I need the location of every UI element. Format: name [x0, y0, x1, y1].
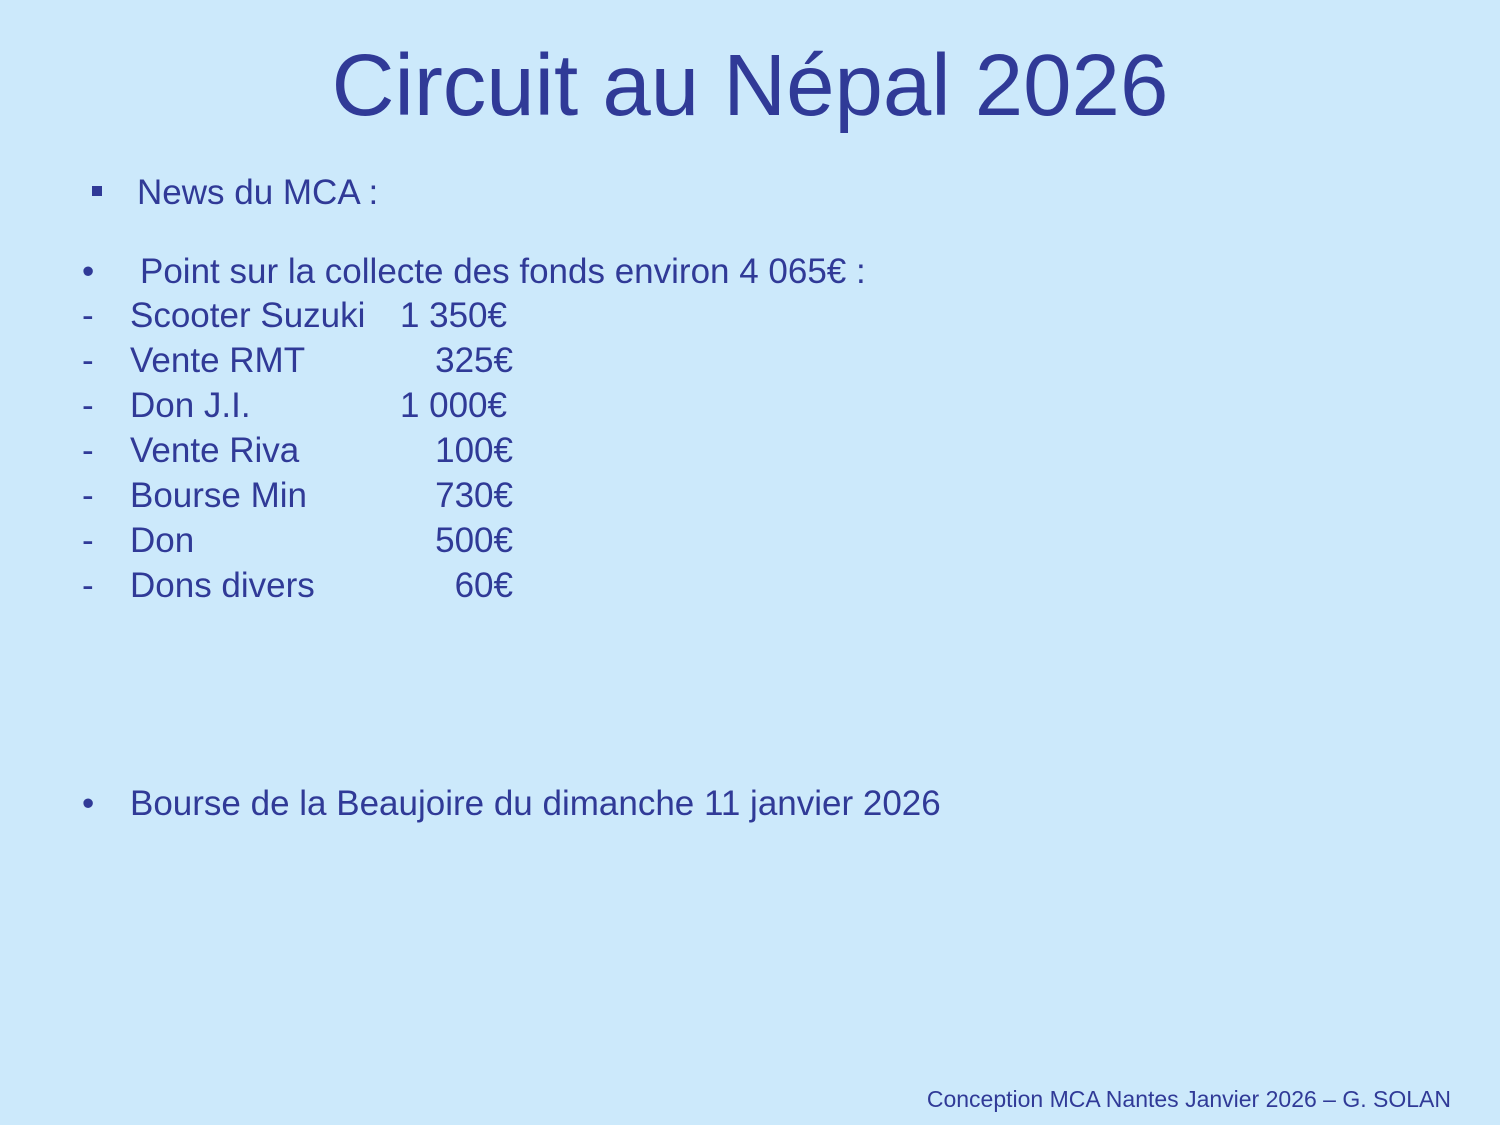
item-name: Scooter Suzuki [130, 296, 366, 335]
bourse-text: Bourse de la Beaujoire du dimanche 11 janvier 2026 [130, 784, 941, 823]
item-amount: 500€ [435, 521, 513, 560]
item-amount: 100€ [435, 431, 513, 470]
item-amount: 60€ [454, 566, 513, 605]
item-name: Bourse Min [130, 476, 308, 515]
dash-bullet: - [82, 296, 94, 335]
dash-bullet: - [82, 476, 94, 515]
news-label: News du MCA : [137, 173, 379, 212]
dash-bullet: - [82, 386, 94, 425]
list-item [82, 341, 522, 381]
item-name: Don [130, 521, 195, 560]
dash-bullet: - [82, 566, 94, 605]
item-name: Don J.I. [130, 386, 251, 425]
item-amount: 325€ [435, 341, 513, 380]
bullet-icon: • [82, 784, 95, 823]
list-item [82, 386, 522, 426]
list-item [82, 296, 522, 336]
item-amount: 730€ [435, 476, 513, 515]
item-amount: 1 350€ [399, 296, 507, 335]
footer-credit: Conception MCA Nantes Janvier 2026 – G. SOLAN [926, 1086, 1451, 1112]
list-item [82, 566, 522, 606]
item-amount: 1 000€ [399, 386, 507, 425]
square-bullet-icon [92, 186, 102, 196]
item-name: Dons divers [130, 566, 315, 605]
collect-text: Point sur la collecte des fonds environ 4 065€ : [140, 252, 866, 291]
list-item [82, 431, 522, 471]
dash-bullet: - [82, 521, 94, 560]
bullet-icon: • [82, 252, 95, 291]
dash-bullet: - [82, 431, 94, 470]
slide-title: Circuit au Népal 2026 [331, 37, 1169, 134]
list-item [82, 521, 522, 561]
item-name: Vente Riva [130, 431, 300, 470]
list-item [82, 476, 522, 516]
dash-bullet: - [82, 341, 94, 380]
item-name: Vente RMT [130, 341, 306, 380]
